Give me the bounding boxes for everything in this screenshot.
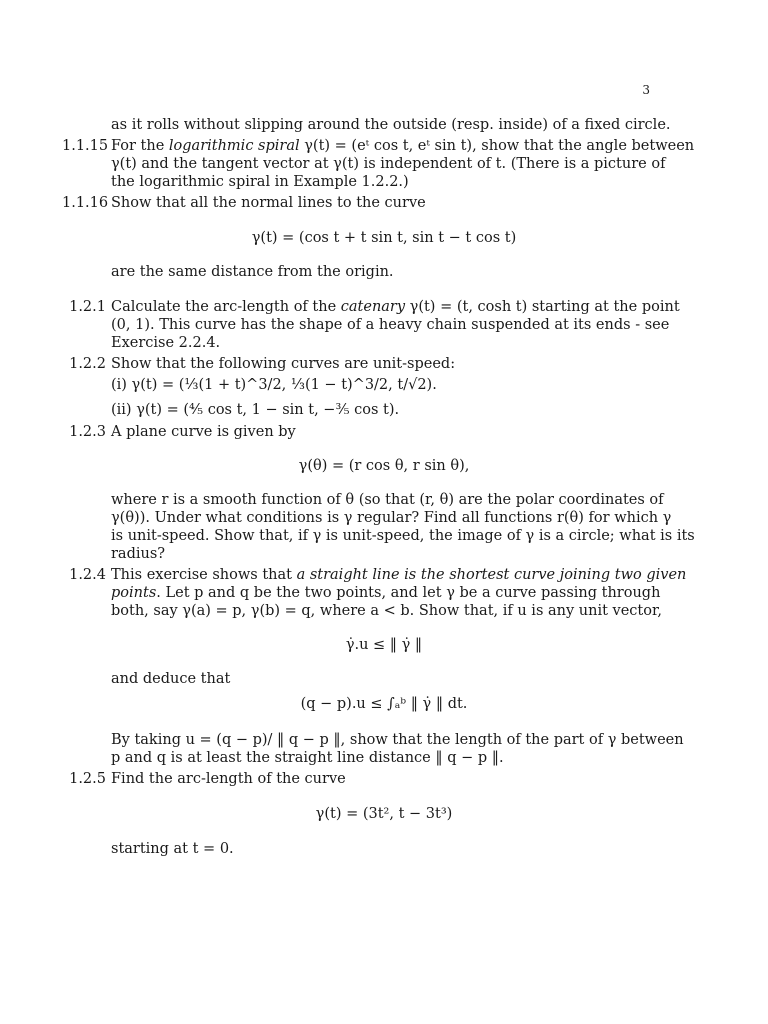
continuation-line: as it rolls without slipping around the outside (resp. inside) of a fixed circle. (111, 117, 671, 133)
exercise-1-2-4-line-2: points. Let p and q be the two points, and let γ be a curve passing through (111, 585, 661, 601)
exercise-1-1-16-line-2: are the same distance from the origin. (111, 264, 394, 280)
exercise-1-2-3-line-3: γ(θ)). Under what conditions is γ regular? Find all functions r(θ) for which γ (111, 510, 672, 526)
equation-polar-curve: γ(θ) = (r cos θ, r sin θ), (298, 458, 470, 474)
exercise-number-1-1-15: 1.1.15 (62, 138, 109, 154)
exercise-number-1-1-16: 1.1.16 (62, 195, 109, 211)
exercise-1-2-3-line-4: is unit-speed. Show that, if γ is unit-speed, the image of γ is a circle; what is its (111, 528, 695, 544)
exercise-1-2-4-line-4: and deduce that (111, 671, 231, 687)
exercise-1-2-1-line-2: (0, 1). This curve has the shape of a heavy chain suspended at its ends - see (111, 317, 670, 333)
exercise-number-1-2-5: 1.2.5 (69, 771, 106, 787)
exercise-1-2-1-line-3: Exercise 2.2.4. (111, 335, 221, 351)
exercise-1-2-4-line-1: This exercise shows that a straight line is the shortest curve joining two given (111, 567, 687, 583)
exercise-1-2-3-line-5: radius? (111, 546, 166, 562)
exercise-1-2-5-line-1: Find the arc-length of the curve (111, 771, 346, 787)
exercise-1-2-4-line-3: both, say γ(a) = p, γ(b) = q, where a < b. Show that, if u is any unit vector, (111, 603, 662, 619)
exercise-1-1-15-line-3: the logarithmic spiral in Example 1.2.2.) (111, 174, 409, 190)
exercise-1-2-3-line-2: where r is a smooth function of θ (so that (r, θ) are the polar coordinates of (111, 492, 664, 508)
equation-involute: γ(t) = (cos t + t sin t, sin t − t cos t) (251, 230, 517, 246)
exercise-number-1-2-1: 1.2.1 (69, 299, 106, 315)
exercise-1-2-2-part-ii: (ii) γ(t) = (⅘ cos t, 1 − sin t, −⅗ cos t). (111, 402, 400, 418)
exercise-1-2-1-line-1: Calculate the arc-length of the catenary γ(t) = (t, cosh t) starting at the point (111, 299, 680, 315)
equation-cubic-curve: γ(t) = (3t², t − 3t³) (315, 806, 453, 822)
exercise-1-2-4-line-6: p and q is at least the straight line distance ‖ q − p ‖. (111, 750, 504, 766)
exercise-1-1-15-line-1: For the logarithmic spiral γ(t) = (eᵗ cos t, eᵗ sin t), show that the angle between (111, 138, 695, 154)
equation-dot-product-inequality: γ̇.u ≤ ‖ γ̇ ‖ (345, 637, 423, 653)
exercise-1-2-3-line-1: A plane curve is given by (111, 424, 296, 440)
exercise-number-1-2-2: 1.2.2 (69, 356, 106, 372)
exercise-1-2-4-line-5: By taking u = (q − p)/ ‖ q − p ‖, show that the length of the part of γ between (111, 732, 684, 748)
exercise-number-1-2-4: 1.2.4 (69, 567, 106, 583)
exercise-1-2-5-line-2: starting at t = 0. (111, 841, 234, 857)
exercise-1-1-16-line-1: Show that all the normal lines to the curve (111, 195, 426, 211)
exercise-1-2-2-line-1: Show that the following curves are unit-speed: (111, 356, 456, 372)
page-number: 3 (642, 83, 650, 97)
equation-integral-inequality: (q − p).u ≤ ∫ₐᵇ ‖ γ̇ ‖ dt. (300, 696, 468, 712)
exercise-1-1-15-line-2: γ(t) and the tangent vector at γ(t) is independent of t. (There is a picture of (111, 156, 666, 172)
exercise-number-1-2-3: 1.2.3 (69, 424, 106, 440)
exercise-1-2-2-part-i: (i) γ(t) = (⅓(1 + t)^3/2, ⅓(1 − t)^3/2, t/√2). (111, 377, 437, 393)
